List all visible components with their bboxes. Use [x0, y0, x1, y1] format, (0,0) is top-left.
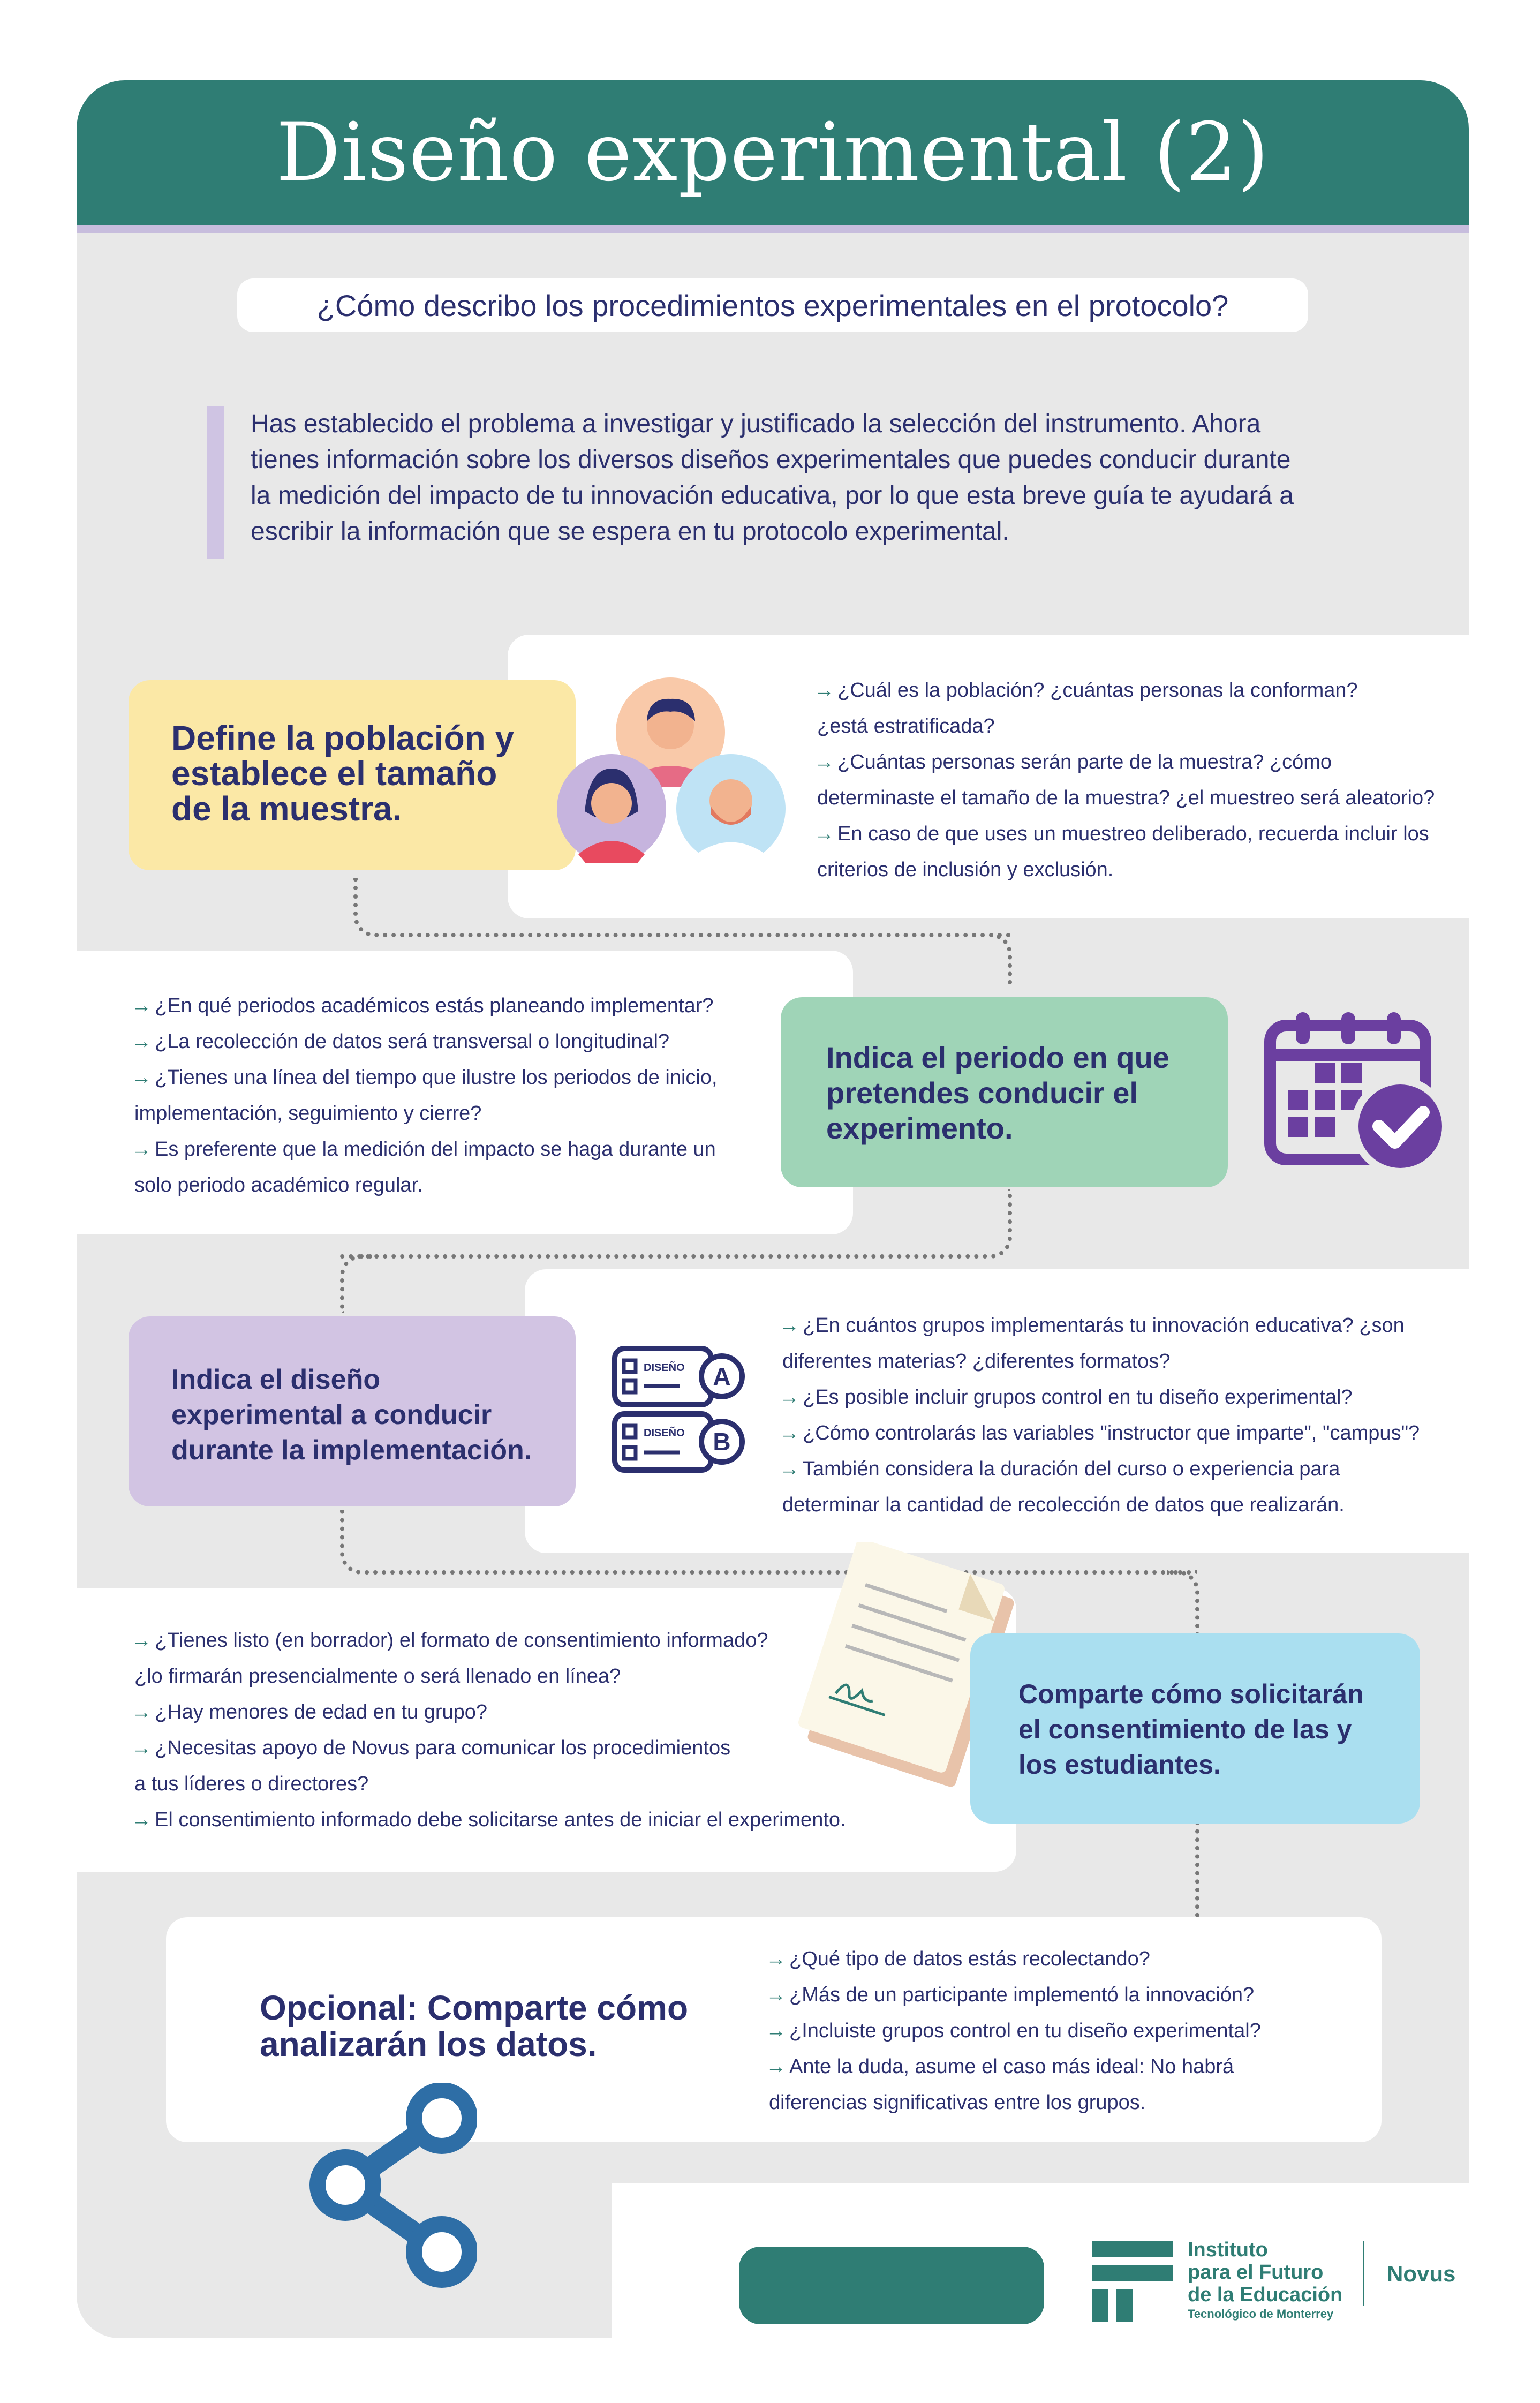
- partner-logo: Novus: [1387, 2261, 1456, 2286]
- logo-divider: [1363, 2241, 1364, 2306]
- list-item: → En caso de que uses un muestreo deliberado, recuerda incluir los: [814, 823, 1429, 845]
- section-4-label: los estudiantes.: [1018, 1750, 1221, 1780]
- list-item: → ¿En qué periodos académicos estás planeando implementar?: [131, 995, 714, 1017]
- intro-line: la medición del impacto de tu innovación educativa, por lo que esta breve guía te ayudará a: [251, 481, 1294, 510]
- section-5-label-line: Opcional: Comparte cómo: [260, 1988, 689, 2027]
- section-4-label: Comparte cómo solicitarán: [1018, 1679, 1364, 1709]
- section-3-label: experimental a conducir: [171, 1399, 492, 1430]
- intro-line: escribir la información que se espera en tu protocolo experimental.: [251, 517, 1009, 546]
- logo-line: de la Educación: [1188, 2284, 1343, 2306]
- list-item: ¿está estratificada?: [817, 715, 995, 737]
- design-ab-icon: [610, 1344, 755, 1478]
- intro-line: Has establecido el problema a investigar y justificado la selección del instrumento. Ahora: [251, 410, 1261, 438]
- section-2-label: Indica el periodo en que: [826, 1041, 1169, 1074]
- section-3-label: durante la implementación.: [171, 1435, 532, 1466]
- quote-bar: [207, 406, 224, 559]
- list-item: implementación, seguimiento y cierre?: [134, 1102, 482, 1125]
- list-item: → El consentimiento informado debe solicitarse antes de iniciar el experimento.: [131, 1809, 846, 1831]
- list-item: diferencias significativas entre los grupos.: [769, 2091, 1146, 2114]
- list-item: a tus líderes o directores?: [134, 1773, 369, 1795]
- section-1-label: Define la población y: [171, 719, 515, 757]
- section-5-label-line: analizarán los datos.: [260, 2025, 597, 2063]
- list-item: → Es preferente que la medición del impacto se haga durante un: [131, 1138, 716, 1161]
- section-3-label: Indica el diseño: [171, 1364, 381, 1395]
- section-1-label-box: [129, 680, 576, 870]
- list-item: → ¿Tienes listo (en borrador) el formato de consentimiento informado?: [131, 1629, 768, 1652]
- dotted-connector: [340, 1254, 372, 1313]
- dotted-connector: [1195, 1821, 1199, 1917]
- design-tag-a: DISEÑO: [644, 1362, 685, 1374]
- page-title: Diseño experimental (2): [276, 106, 1270, 199]
- list-item: → ¿Cuál es la población? ¿cuántas personas la conforman?: [814, 679, 1358, 702]
- section-5-questions: [766, 1941, 1355, 2121]
- option-a: A: [713, 1362, 731, 1390]
- section-4-label: el consentimiento de las y: [1018, 1714, 1352, 1744]
- section-2-label-box: [781, 997, 1228, 1187]
- institute-logo-icon: [1092, 2241, 1173, 2322]
- list-item: → También considera la duración del curso o experiencia para: [779, 1458, 1340, 1480]
- list-item: → ¿Cuántas personas serán parte de la muestra? ¿cómo: [814, 751, 1332, 773]
- section-5-label: [260, 1990, 688, 2062]
- people-avatars-icon: [557, 677, 787, 870]
- dotted-connector: [1167, 1570, 1199, 1634]
- section-2-questions: [131, 988, 827, 1203]
- footer-pill: [739, 2247, 1044, 2324]
- list-item: → ¿Cómo controlarás las variables "instructor que imparte", "campus"?: [779, 1422, 1420, 1444]
- list-item: → ¿Incluiste grupos control en tu diseño experimental?: [766, 2020, 1261, 2042]
- list-item: → ¿Hay menores de edad en tu grupo?: [131, 1701, 488, 1723]
- logo-line: Instituto: [1188, 2239, 1268, 2261]
- list-item: → ¿Más de un participante implementó la innovación?: [766, 1984, 1255, 2006]
- list-item: determinaste el tamaño de la muestra? ¿el muestreo será aleatorio?: [817, 787, 1435, 809]
- list-item: → ¿En cuántos grupos implementarás tu innovación educativa? ¿son: [779, 1314, 1405, 1337]
- list-item: → ¿Qué tipo de datos estás recolectando?: [766, 1948, 1150, 1970]
- institute-logo-text: [1188, 2239, 1342, 2322]
- list-item: → ¿Es posible incluir grupos control en tu diseño experimental?: [779, 1386, 1353, 1408]
- logo-subtitle: Tecnológico de Monterrey: [1188, 2307, 1334, 2321]
- list-item: determinar la cantidad de recolección de datos que realizarán.: [782, 1494, 1345, 1516]
- intro-paragraph: [251, 406, 1386, 549]
- section-3-questions: [779, 1308, 1454, 1523]
- list-item: → ¿La recolección de datos será transversal o longitudinal?: [131, 1030, 670, 1053]
- calendar-check-icon: [1264, 1010, 1451, 1181]
- section-1-questions: [814, 673, 1456, 888]
- option-b: B: [713, 1428, 731, 1456]
- share-icon: [305, 2083, 477, 2292]
- list-item: criterios de inclusión y exclusión.: [817, 858, 1114, 881]
- section-3-label-box: [129, 1316, 576, 1506]
- design-tag-b: DISEÑO: [644, 1427, 685, 1439]
- section-4-label-box: [970, 1633, 1420, 1824]
- list-item: → ¿Tienes una línea del tiempo que ilustre los periodos de inicio,: [131, 1066, 718, 1089]
- logo-line: para el Futuro: [1188, 2261, 1324, 2284]
- section-2-label: pretendes conducir el: [826, 1076, 1138, 1110]
- list-item: → ¿Necesitas apoyo de Novus para comunicar los procedimientos: [131, 1737, 731, 1759]
- section-2-label: experimento.: [826, 1111, 1013, 1145]
- list-item: ¿lo firmarán presencialmente o será llenado en línea?: [134, 1665, 621, 1688]
- header-stripe: [77, 225, 1469, 233]
- section-1-label: de la muestra.: [171, 789, 402, 828]
- section-1-label: establece el tamaño: [171, 754, 497, 793]
- list-item: solo periodo académico regular.: [134, 1174, 423, 1196]
- intro-line: tienes información sobre los diversos diseños experimentales que puedes conducir durante: [251, 446, 1291, 474]
- subtitle: ¿Cómo describo los procedimientos experimentales en el protocolo?: [237, 278, 1308, 332]
- list-item: diferentes materias? ¿diferentes formatos?: [782, 1350, 1171, 1373]
- list-item: → Ante la duda, asume el caso más ideal: No habrá: [766, 2055, 1234, 2078]
